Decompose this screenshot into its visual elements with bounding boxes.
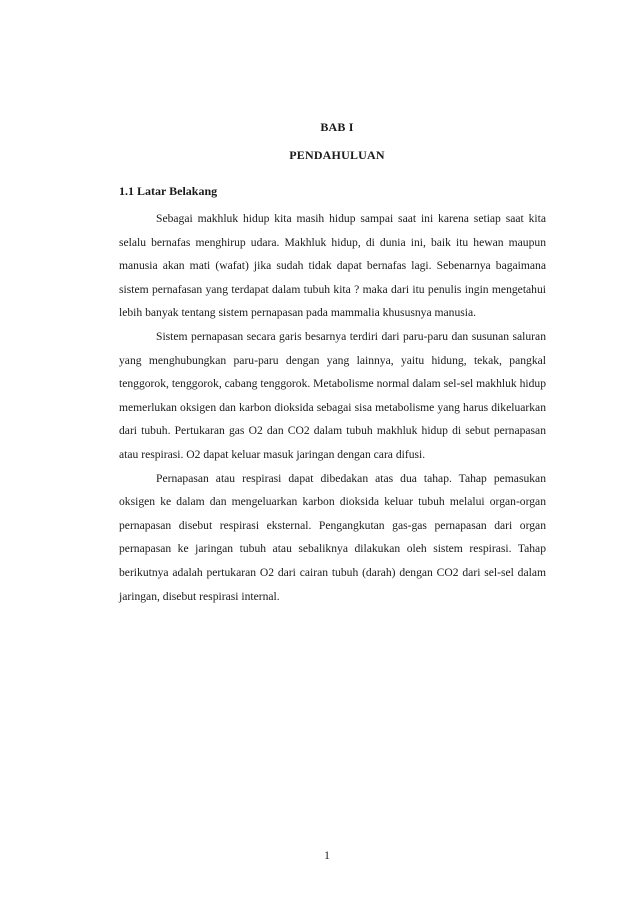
page-number: 1 — [324, 850, 330, 862]
chapter-title: PENDAHULUAN — [289, 148, 385, 162]
body-text — [119, 207, 546, 608]
section-heading: 1.1 Latar Belakang — [119, 184, 218, 198]
chapter-number: BAB I — [320, 120, 354, 134]
paragraph-1: Sebagai makhluk hidup kita masih hidup sampai saat ini karena setiap saat kita selalu bernafas menghirup udara. Makhluk hidup, di dunia ini, baik itu hewan maupun manusia akan mati (wafat) jika sudah tidak dapat bernafas lagi. Sebenarnya bagaimana sistem pernafasan yang terdapat dalam tubuh kita ? maka dari itu penulis ingin mengetahui lebih banyak tentang sistem pernapasan pada mammalia khususnya manusia. — [119, 212, 546, 320]
paragraph-2: Sistem pernapasan secara garis besarnya terdiri dari paru-paru dan susunan saluran yang menghubungkan paru-paru dengan yang lainnya, yaitu hidung, tekak, pangkal tenggorok, tenggorok, cabang tenggorok. Metabolisme normal dalam sel-sel makhluk hidup memerlukan oksigen dan karbon dioksida sebagai sisa metabolisme yang harus dikeluarkan dari tubuh. Pertukaran gas O2 dan CO2 dalam tubuh makhluk hidup di sebut pernapasan atau respirasi. O2 dapat keluar masuk jaringan dengan cara difusi. — [119, 329, 546, 461]
paragraph-3: Pernapasan atau respirasi dapat dibedakan atas dua tahap. Tahap pemasukan oksigen ke dalam dan mengeluarkan karbon dioksida keluar tubuh melalui organ-organ pernapasan disebut respirasi eksternal. Pengangkutan gas-gas pernapasan dari organ pernapasan ke jaringan tubuh atau sebaliknya dilakukan oleh sistem respirasi. Tahap berikutnya adalah pertukaran O2 dari cairan tubuh (darah) dengan CO2 dari sel-sel dalam jaringan, disebut respirasi internal. — [119, 471, 546, 603]
